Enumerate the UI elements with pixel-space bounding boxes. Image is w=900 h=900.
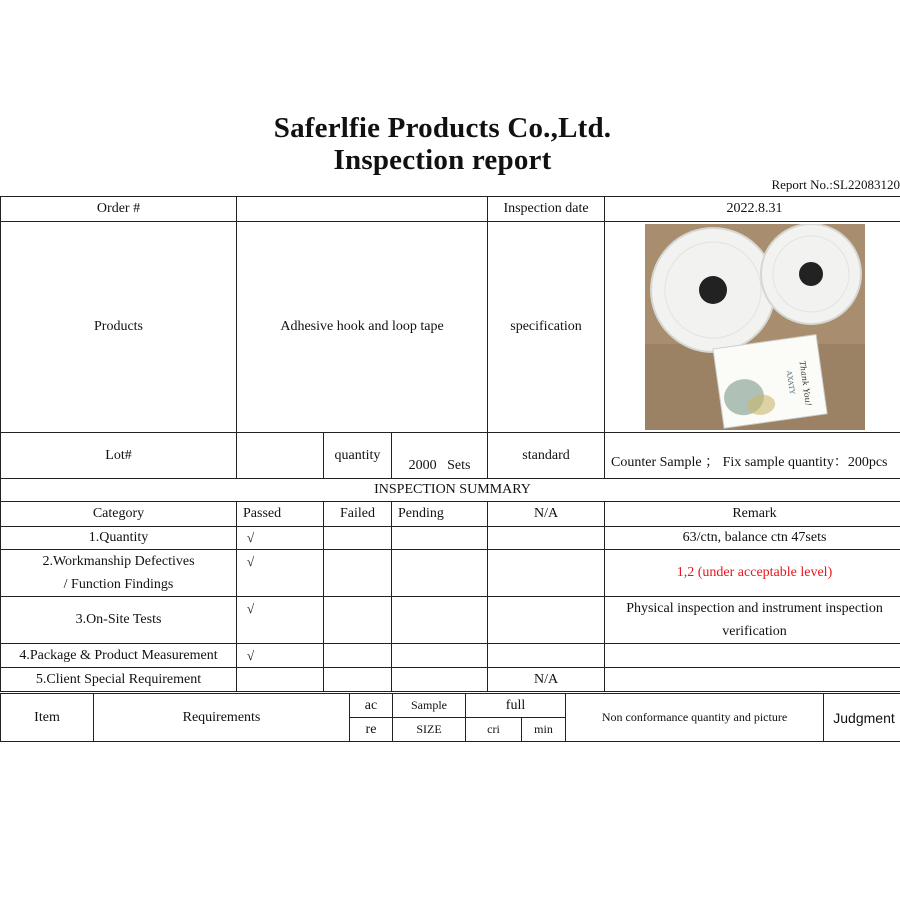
products-value: Adhesive hook and loop tape [237,222,488,433]
company-name: Saferlfie Products Co.,Ltd. [273,112,612,144]
card-brand: AXATY [784,370,796,395]
failed-cell [324,527,392,550]
detail-header-row-1 [1,694,900,718]
quantity-cell [392,433,488,479]
standard-value: Counter Sample ； Fix sample quantity：200pcs [605,433,900,479]
lot-label: Lot# [1,433,237,479]
remark-cell: 63/ctn, balance ctn 47sets [605,527,900,550]
category-cell: 1.Quantity [1,527,237,550]
inspection-table [0,196,900,692]
specification-label: specification [488,222,605,433]
summary-row [1,668,900,692]
tape-rolls-image [645,224,865,430]
quantity-label: quantity [324,433,392,479]
pending-cell [392,668,488,692]
category-cell: 3.On-Site Tests [1,597,237,644]
remark-line-2: verification [722,624,787,639]
remark-cell [605,668,900,692]
item-header: Item [1,694,94,742]
category-cell: 4.Package & Product Measurement [1,644,237,668]
standard-label: standard [488,433,605,479]
full-header: full [466,694,566,718]
product-photo-cell [605,222,900,433]
judgment-header: Judgment [824,694,900,742]
summary-row [1,550,900,597]
products-label: Products [1,222,237,433]
failed-cell [324,644,392,668]
remark-cell: 1,2 (under acceptable level) [605,550,900,597]
passed-cell [237,668,324,692]
product-photo [645,224,865,430]
quantity-value: 2000 [408,458,437,473]
document-title: Inspection report [333,144,552,176]
lot-row [1,433,900,479]
remark-line-1: Physical inspection and instrument inspection [626,601,883,616]
na-cell [488,644,605,668]
requirements-header: Requirements [94,694,350,742]
failed-header: Failed [324,502,392,527]
inspection-date-value: 2022.8.31 [605,197,900,222]
failed-cell [324,550,392,597]
nonconformance-header: Non conformance quantity and picture [566,694,824,742]
summary-row [1,644,900,668]
category-line-1: 2.Workmanship Defectives [42,554,195,569]
cri-header: cri [466,718,522,742]
category-cell [1,550,237,597]
ac-header: ac [350,694,393,718]
size-header: SIZE [393,718,466,742]
order-row [1,197,900,222]
na-cell: N/A [488,668,605,692]
na-header: N/A [488,502,605,527]
sample-header: Sample [393,694,466,718]
inspection-date-label: Inspection date [488,197,605,222]
category-cell: 5.Client Special Requirement [1,668,237,692]
na-cell [488,597,605,644]
min-header: min [522,718,566,742]
passed-check: √ [237,597,324,644]
na-cell [488,527,605,550]
category-line-2: / Function Findings [63,577,174,592]
order-label: Order # [1,197,237,222]
detail-header-table [0,693,900,742]
summary-title-row [1,479,900,502]
passed-check: √ [237,550,324,597]
pending-cell [392,550,488,597]
passed-check: √ [237,644,324,668]
summary-title: INSPECTION SUMMARY [1,479,900,502]
summary-row [1,527,900,550]
order-value [237,197,488,222]
summary-header-row [1,502,900,527]
card-thank-you: Thank You! [797,360,813,407]
remark-header: Remark [605,502,900,527]
products-row [1,222,900,433]
quantity-unit: Sets [447,458,471,473]
re-header: re [350,718,393,742]
remark-cell [605,644,900,668]
summary-row [1,597,900,644]
lot-value [237,433,324,479]
pending-header: Pending [392,502,488,527]
remark-cell [605,597,900,644]
passed-header: Passed [237,502,324,527]
failed-cell [324,668,392,692]
pending-cell [392,644,488,668]
passed-check: √ [237,527,324,550]
pending-cell [392,527,488,550]
failed-cell [324,597,392,644]
na-cell [488,550,605,597]
category-header: Category [1,502,237,527]
report-number: Report No.:SL22083120 [771,177,900,192]
pending-cell [392,597,488,644]
